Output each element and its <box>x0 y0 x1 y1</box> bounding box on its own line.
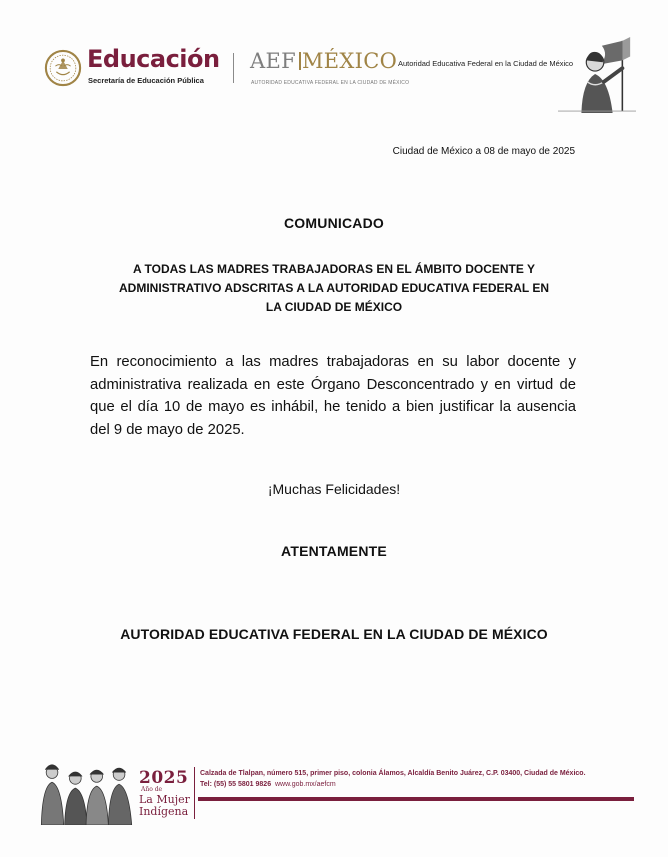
year-badge <box>139 770 195 818</box>
addressee-line: LA CIUDAD DE MÉXICO <box>265 300 403 314</box>
year-number: 2025 <box>139 768 189 788</box>
body-paragraph: En reconocimiento a las madres trabajadoras en su labor docente y administrativa realizada en este Órgano Desconcentrado y en virtud de que el día 10 de mayo es inhábil, he tenido a bien justificar la ausencia del 9 de mayo de 2025. <box>90 354 576 438</box>
date-line: Ciudad de México a 08 de mayo de 2025 <box>392 146 575 157</box>
addressee <box>86 260 582 317</box>
women-icon <box>38 757 136 825</box>
seal-icon <box>44 49 82 87</box>
footer-web[interactable]: www.gob.mx/aefcm <box>274 781 336 788</box>
aef-bar <box>299 52 301 70</box>
footer-divider <box>194 767 195 819</box>
document-title: COMUNICADO <box>284 215 384 231</box>
brand-title: Educación <box>87 45 220 73</box>
aef-logo <box>250 51 397 72</box>
footer-contact <box>200 781 336 788</box>
heroine-icon <box>558 33 636 115</box>
header-divider <box>233 53 234 83</box>
letterhead <box>0 30 668 110</box>
addressee-line: ADMINISTRATIVO ADSCRITAS A LA AUTORIDAD EDUCATIVA FEDERAL EN <box>119 281 549 295</box>
footer-address: Calzada de Tlalpan, número 515, primer piso, colonia Álamos, Alcaldía Benito Juárez, C.P. 03400, Ciudad de México. <box>200 770 586 777</box>
closing: ATENTAMENTE <box>281 543 387 559</box>
year-line: La Mujer <box>139 793 190 806</box>
aef-prefix: AEF <box>250 49 296 73</box>
aef-side-text: Autoridad Educativa Federal en la Ciudad de México <box>398 59 574 68</box>
greeting: ¡Muchas Felicidades! <box>267 481 401 497</box>
footer-bar <box>198 797 634 801</box>
aef-country: MÉXICO <box>301 49 398 73</box>
year-tag: Año de <box>141 786 163 793</box>
footer-phone: Tel: (55) 55 5801 9826 <box>200 781 272 788</box>
brand-subtitle: Secretaría de Educación Pública <box>88 76 204 85</box>
year-line: Indígena <box>139 805 189 818</box>
aef-subtitle: AUTORIDAD EDUCATIVA FEDERAL EN LA CIUDAD DE MÉXICO <box>251 80 410 86</box>
addressee-line: A TODAS LAS MADRES TRABAJADORAS EN EL ÁMBITO DOCENTE Y <box>132 262 536 276</box>
signature: AUTORIDAD EDUCATIVA FEDERAL EN LA CIUDAD DE MÉXICO <box>120 626 548 642</box>
